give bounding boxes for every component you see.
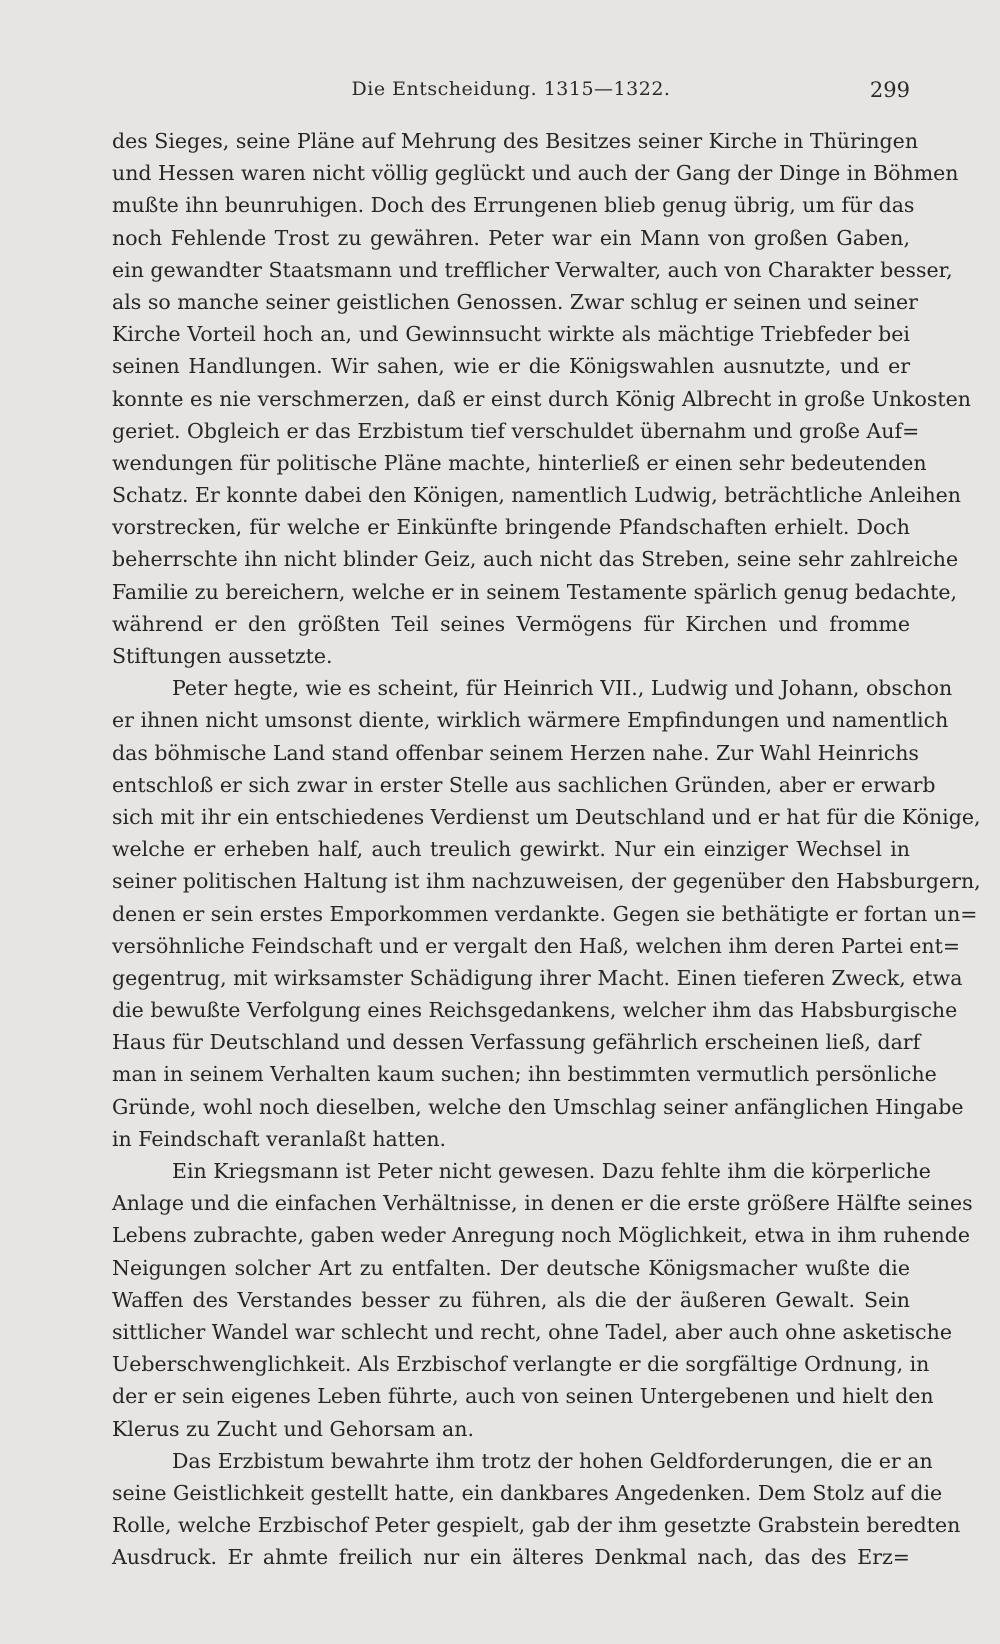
text-line: während er den größten Teil seines Vermögens für Kirchen und fromme (112, 611, 910, 636)
text-line: mußte ihn beunruhigen. Doch des Errungenen blieb genug übrig, um für das (112, 193, 915, 218)
text-line: die bewußte Verfolgung eines Reichsgedankens, welcher ihm das Habsburgische (112, 998, 958, 1023)
text-line: sittlicher Wandel war schlecht und recht, ohne Tadel, aber auch ohne asketische (112, 1319, 952, 1344)
text-line: Anlage und die einfachen Verhältnisse, in denen er die erste größere Hälfte seines (112, 1191, 973, 1216)
text-line: versöhnliche Feindschaft und er vergalt den Haß, welchen ihm deren Partei ent= (112, 933, 961, 958)
text-line: Kirche Vorteil hoch an, und Gewinnsucht wirkte als mächtige Triebfeder bei (112, 322, 910, 347)
text-line: Gründe, wohl noch dieselben, welche den Umschlag seiner anfänglichen Hingabe (112, 1094, 964, 1119)
text-line: Ein Kriegsmann ist Peter nicht gewesen. Dazu fehlte ihm die körperliche (172, 1159, 931, 1183)
text-line: entschloß er sich zwar in erster Stelle aus sachlichen Gründen, aber er erwarb (112, 772, 936, 797)
text-line: noch Fehlende Trost zu gewähren. Peter war ein Mann von großen Gaben, (112, 225, 910, 250)
text-line: des Sieges, seine Pläne auf Mehrung des Besitzes seiner Kirche in Thüringen (112, 129, 919, 153)
text-line: Waffen des Verstandes besser zu führen, als die der äußeren Gewalt. Sein (112, 1287, 910, 1312)
text-line: sich mit ihr ein entschiedenes Verdienst um Deutschland und er hat für die Könige, (112, 804, 981, 829)
text-line: beherrschte ihn nicht blinder Geiz, auch nicht das Streben, seine sehr zahlreiche (112, 547, 959, 572)
text-line: geriet. Obgleich er das Erzbistum tief verschuldet übernahm und große Auf= (112, 418, 920, 443)
text-line: ein gewandter Staatsmann und trefflicher Verwalter, auch von Charakter besser, (112, 257, 953, 282)
text-line: er ihnen nicht umsonst diente, wirklich wärmere Empfindungen und namentlich (112, 708, 949, 733)
text-line: Klerus zu Zucht und Gehorsam an. (112, 1416, 474, 1441)
text-line: Das Erzbistum bewahrte ihm trotz der hohen Geldforderungen, die er an (172, 1448, 933, 1473)
text-line: seine Geistlichkeit gestellt hatte, ein dankbares Angedenken. Dem Stolz auf die (112, 1480, 943, 1505)
running-title: Die Entscheidung. 1315—1322. (351, 78, 671, 100)
text-line: Rolle, welche Erzbischof Peter gespielt, gab der ihm gesetzte Grabstein beredten (112, 1513, 961, 1538)
text-line: Stiftungen aussetzte. (112, 644, 333, 668)
text-line: seiner politischen Haltung ist ihm nachzuweisen, der gegenüber den Habsburgern, (112, 869, 981, 894)
text-line: Neigungen solcher Art zu entfalten. Der deutsche Königsmacher wußte die (112, 1255, 910, 1280)
text-line: Haus für Deutschland und dessen Verfassung gefährlich erscheinen ließ, darf (112, 1030, 921, 1055)
text-line: welche er erheben half, auch treulich gewirkt. Nur ein einziger Wechsel in (112, 837, 910, 862)
text-line: Ueberschwenglichkeit. Als Erzbischof verlangte er die sorgfältige Ordnung, in (112, 1352, 930, 1377)
text-line: denen er sein erstes Emporkommen verdankte. Gegen sie bethätigte er fortan un= (112, 901, 978, 926)
text-line: Ausdruck. Er ahmte freilich nur ein älteres Denkmal nach, das des Erz= (112, 1545, 910, 1570)
text-line: als so manche seiner geistlichen Genossen. Zwar schlug er seinen und seiner (112, 289, 918, 314)
text-line: gegentrug, mit wirksamster Schädigung ihrer Macht. Einen tieferen Zweck, etwa (112, 965, 963, 990)
body-text (112, 125, 981, 1573)
text-line: vorstrecken, für welche er Einkünfte bringende Pfandschaften erhielt. Doch (112, 515, 910, 540)
text-line: und Hessen waren nicht völlig geglückt und auch der Gang der Dinge in Böhmen (112, 161, 959, 186)
text-line: Familie zu bereichern, welche er in seinem Testamente spärlich genug bedachte, (112, 579, 958, 604)
text-line: das böhmische Land stand offenbar seinem Herzen nahe. Zur Wahl Heinrichs (112, 740, 919, 765)
text-line: Lebens zubrachte, gaben weder Anregung noch Möglichkeit, etwa in ihm ruhende (112, 1223, 970, 1248)
text-line: seinen Handlungen. Wir sahen, wie er die Königswahlen ausnutzte, und er (112, 354, 910, 379)
text-line: konnte es nie verschmerzen, daß er einst durch König Albrecht in große Unkosten (112, 386, 971, 411)
text-line: Schatz. Er konnte dabei den Königen, namentlich Ludwig, beträchtliche Anleihen (112, 483, 961, 508)
text-line: der er sein eigenes Leben führte, auch von seinen Untergebenen und hielt den (112, 1384, 934, 1409)
text-line: wendungen für politische Pläne machte, hinterließ er einen sehr bedeutenden (112, 450, 927, 475)
text-line: Peter hegte, wie es scheint, für Heinrich VII., Ludwig und Johann, obschon (172, 676, 953, 701)
page-header (112, 78, 910, 108)
text-line: man in seinem Verhalten kaum suchen; ihn bestimmten vermutlich persönliche (112, 1062, 937, 1087)
text-line: in Feindschaft veranlaßt hatten. (112, 1126, 447, 1151)
page-number: 299 (869, 78, 910, 102)
